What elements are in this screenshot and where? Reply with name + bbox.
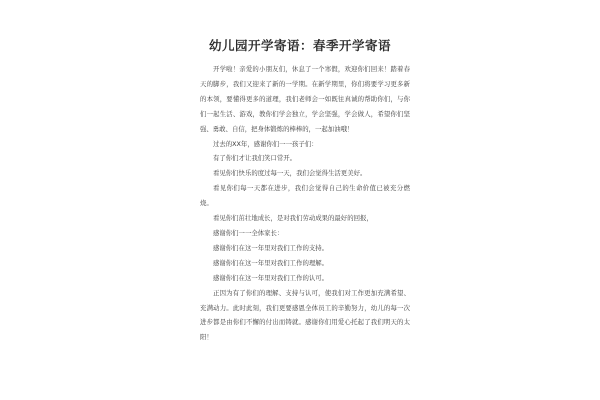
- paragraph-welcome: 开学啦！亲爱的小朋友们，休息了一个寒假，欢迎你们回来！踏着春天的脚步，我们又迎来了新的一学期。在新学期里，你们将要学习更多新的本领，要懂得更多的道理，我们老师会一如既往真诚的帮助你们，与你们一起生活、游戏，教你们学会独立，学会坚强，学会做人，希望你们坚强、勇敢、自信，把身体锻炼的棒棒的，一起加油哦！: [200, 65, 410, 133]
- paragraph-thanks-children: 过去的XX年，感谢你们一一孩子们：: [213, 139, 318, 148]
- paragraph-thanks-parents: 感谢你们一一全体家长：: [213, 228, 284, 237]
- paragraph-closing: 正因为有了你们的理解、支持与认可，使我们对工作更加充满希望、充满动力。此时此刻，我们更要感恩全体员工的辛勤努力，幼儿的每一次进步都是由你们不懈的付出而铸就。感谢你们用爱心托起了我们明天的太阳！: [200, 288, 410, 342]
- paragraph-understanding: 感谢你们在这一年里对我们工作的理解。: [213, 258, 329, 267]
- document-title: 幼儿园开学寄语：春季开学寄语: [208, 38, 391, 53]
- document-body: [200, 62, 410, 345]
- paragraph-progress: 看见你们每一天都在进步，我们会觉得自己的生命价值已被充分燃烧。: [200, 184, 410, 208]
- paragraph-support: 感谢你们在这一年里对我们工作的支持。: [213, 243, 329, 252]
- paragraph-growth: 看见你们茁壮地成长，是对我们劳动成果的最好的回报，: [213, 214, 373, 223]
- paragraph-smile: 有了你们才让我们笑口常开。: [213, 154, 297, 163]
- paragraph-recognition: 感谢你们在这一年里对我们工作的认可。: [213, 273, 329, 282]
- paragraph-happy-days: 看见你们快乐的度过每一天，我们会觉得生活更美好。: [213, 169, 367, 178]
